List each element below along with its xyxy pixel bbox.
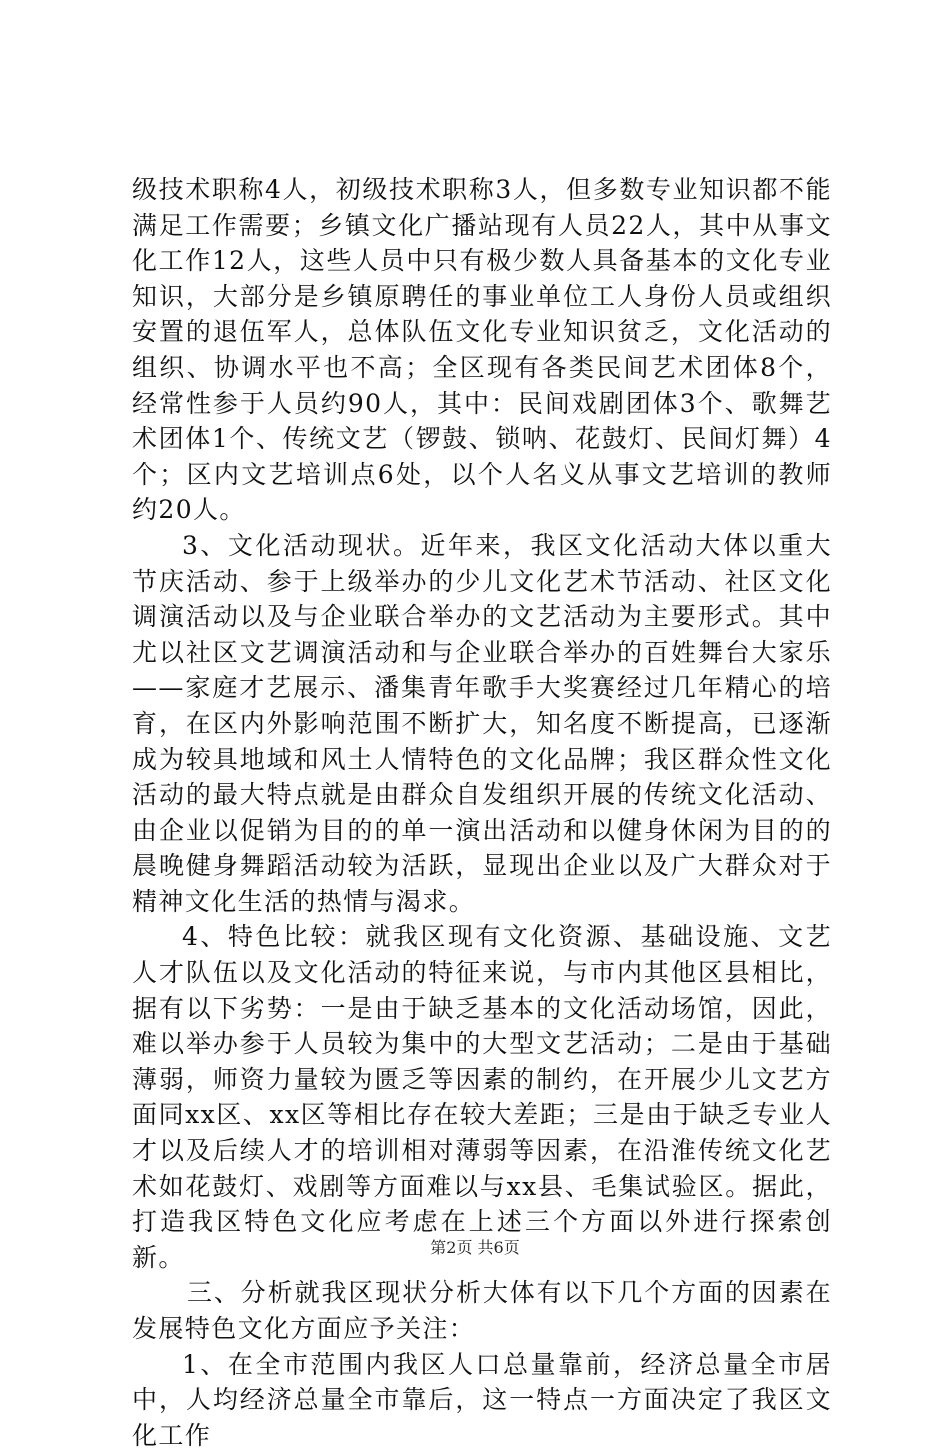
paragraph-cultural-activities: 3、文化活动现状。近年来，我区文化活动大体以重大节庆活动、参于上级举办的少儿文化艺术节活动、社区文化调演活动以及与企业联合举办的文艺活动为主要形式。其中尤以社区文艺调演活动和与企业联合举办的百姓舞台大家乐——家庭才艺展示、潘集青年歌手大奖赛经过几年精心的培育，在区内外影响范围不断扩大，知名度不断提高，已逐渐成为较具地域和风土人情特色的文化品牌；我区群众性文化活动的最大特点就是由群众自发组织开展的传统文化活动、由企业以促销为目的的单一演出活动和以健身休闲为目的的晨晚健身舞蹈活动较为活跃，显现出企业以及广大群众对于精神文化生活的热情与渴求。 — [132, 530, 832, 916]
paragraph-feature-comparison: 4、特色比较：就我区现有文化资源、基础设施、文艺人才队伍以及文化活动的特征来说，与市内其他区县相比，据有以下劣势：一是由于缺乏基本的文化活动场馆，因此，难以举办参于人员较为集中的大型文艺活动；二是由于基础薄弱，师资力量较为匮乏等因素的制约，在开展少儿文艺方面同xx区、xx区等相比存在较大差距；三是由于缺乏专业人才以及后续人才的培训相对薄弱等因素，在沿淮传统文化艺术如花鼓灯、戏剧等方面难以与xx县、毛集试验区。据此，打造我区特色文化应考虑在上述三个方面以外进行探索创新。 — [132, 922, 832, 1272]
paragraph-section-three-heading: 三、分析就我区现状分析大体有以下几个方面的因素在发展特色文化方面应予关注： — [132, 1278, 832, 1343]
document-body — [132, 172, 832, 1453]
page-number-footer: 第2页 共6页 — [430, 1238, 520, 1257]
paragraph-staffing-continued: 级技术职称4人，初级技术职称3人，但多数专业知识都不能满足工作需要；乡镇文化广播站现有人员22人，其中从事文化工作12人，这些人员中只有极少数人具备基本的文化专业知识，大部分是乡镇原聘任的事业单位工人身份人员或组织安置的退伍军人，总体队伍文化专业知识贫乏，文化活动的组织、协调水平也不高；全区现有各类民间艺术团体8个，经常性参于人员约90人，其中：民间戏剧团体3个、歌舞艺术团体1个、传统文艺（锣鼓、锁呐、花鼓灯、民间灯舞）4个；区内文艺培训点6处，以个人名义从事文艺培训的教师约20人。 — [132, 175, 832, 525]
paragraph-population-economy: 1、在全市范围内我区人口总量靠前，经济总量全市居中，人均经济总量全市靠后，这一特点一方面决定了我区文化工作 — [132, 1349, 832, 1450]
